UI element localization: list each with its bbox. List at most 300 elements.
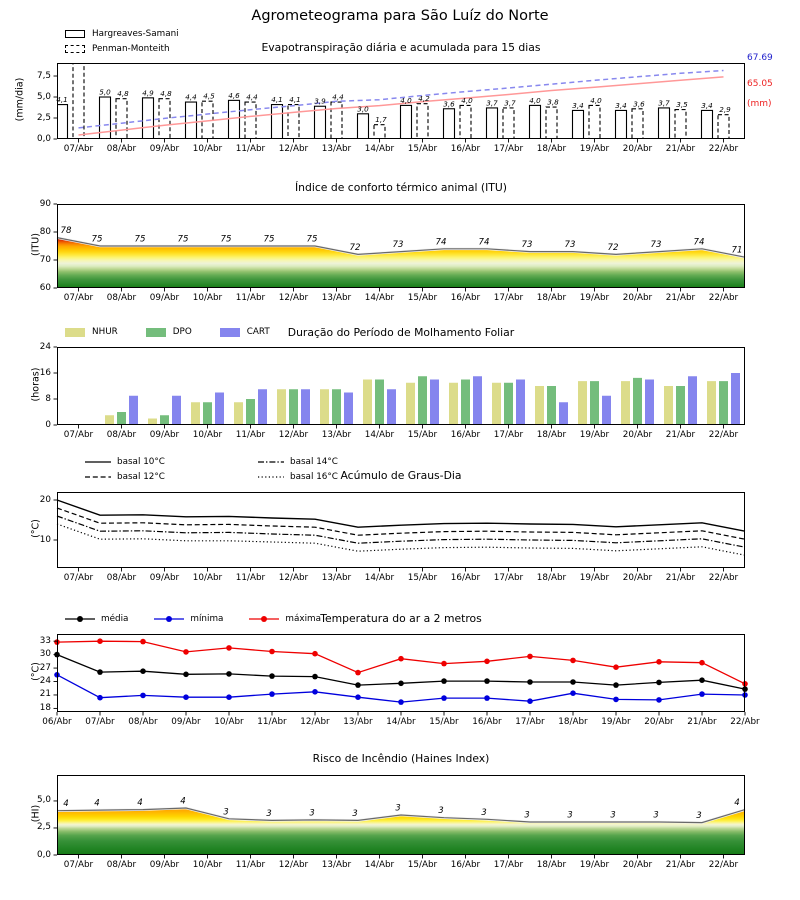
bar-penman-22/Abr	[718, 115, 729, 139]
y-tick-label: 0,0	[37, 849, 51, 860]
x-tick-label: 12/Abr	[278, 572, 309, 583]
y-tick-label: 70	[39, 254, 51, 265]
x-tick-label: 14/Abr	[364, 859, 395, 870]
y-tick-label: 60	[39, 282, 51, 293]
y-tick-label: 21	[39, 689, 51, 700]
value-label: 75	[306, 234, 318, 245]
x-tick-label: 13/Abr	[321, 572, 352, 583]
marker-mínima	[226, 694, 232, 700]
marker-máxima	[312, 651, 318, 657]
x-tick-label: 10/Abr	[192, 143, 223, 154]
legend-item-hargreaves	[65, 27, 179, 41]
value-label: 2,9	[719, 105, 731, 115]
value-label: 3	[696, 811, 702, 822]
value-label: 78	[60, 226, 72, 237]
legend-label: NHUR	[92, 327, 118, 337]
x-tick-label: 12/Abr	[278, 429, 309, 440]
chart-title-haines: Risco de Incêndio (Haines Index)	[312, 752, 490, 765]
x-tick-label: 08/Abr	[106, 292, 137, 303]
y-tick-label: 30	[39, 649, 51, 660]
ylabel-graus-dia: (°C)	[30, 519, 42, 538]
bar-dpo-19/Abr	[590, 381, 599, 425]
ylabel-temperatura: (°C)	[30, 662, 42, 681]
x-tick-label: 14/Abr	[364, 292, 395, 303]
bar-cart-10/Abr	[215, 393, 224, 426]
x-tick-label: 21/Abr	[665, 292, 696, 303]
marker-máxima	[484, 659, 490, 665]
marker-mínima	[140, 693, 146, 699]
marker-máxima	[527, 654, 533, 660]
bar-hargreaves-21/Abr	[659, 108, 670, 139]
value-label: 74	[478, 237, 490, 248]
ylabel-haines: (HI)	[30, 804, 42, 823]
x-tick-label: 09/Abr	[149, 429, 180, 440]
y-tick-label: 33	[39, 635, 51, 646]
axes-box	[58, 493, 745, 568]
x-tick-label: 15/Abr	[407, 143, 438, 154]
y-tick-label: 0,0	[37, 133, 51, 144]
x-tick-label: 11/Abr	[235, 859, 266, 870]
bar-penman-17/Abr	[503, 108, 514, 139]
bar-dpo-10/Abr	[203, 402, 212, 425]
dpo-swatch-icon	[146, 328, 166, 337]
x-tick-label: 16/Abr	[450, 429, 481, 440]
x-tick-label: 21/Abr	[665, 572, 696, 583]
line-dotted	[57, 524, 745, 555]
value-label: 4,0	[529, 95, 541, 105]
marker-máxima	[183, 649, 189, 655]
marker-média	[484, 678, 490, 684]
accumulated-hargreaves-total: 65.05	[747, 79, 773, 89]
bar-hargreaves-17/Abr	[487, 108, 498, 139]
bar-nhur-20/Abr	[621, 381, 630, 425]
y-tick-label: 0	[45, 419, 51, 430]
y-tick-label: 20	[39, 494, 51, 505]
x-tick-label: 16/Abr	[472, 716, 502, 727]
x-tick-label: 15/Abr	[407, 429, 438, 440]
value-label: 4	[180, 796, 186, 807]
legend-marker-sample	[154, 614, 184, 624]
bar-nhur-14/Abr	[363, 380, 372, 426]
ylabel-evapotranspiration: (mm/dia)	[14, 77, 26, 122]
x-tick-label: 19/Abr	[579, 859, 610, 870]
bar-dpo-13/Abr	[332, 389, 341, 425]
value-label: 3	[395, 803, 401, 814]
value-label: 4,8	[117, 89, 129, 99]
x-tick-label: 11/Abr	[235, 143, 266, 154]
x-tick-label: 08/Abr	[106, 572, 137, 583]
y-tick-label: 24	[39, 676, 51, 687]
bar-hargreaves-20/Abr	[616, 110, 627, 139]
value-label: 3,8	[547, 97, 559, 107]
legend-item-basal12	[85, 470, 165, 483]
bar-hargreaves-22/Abr	[702, 110, 713, 139]
x-tick-label: 22/Abr	[730, 716, 760, 727]
x-tick-label: 16/Abr	[450, 143, 481, 154]
x-tick-label: 22/Abr	[708, 143, 739, 154]
x-tick-label: 07/Abr	[63, 429, 94, 440]
basal14-line-icon	[258, 457, 284, 467]
bar-cart-12/Abr	[301, 389, 310, 425]
legend-molhamento	[65, 326, 270, 338]
marker-mínima	[312, 689, 318, 695]
bar-dpo-20/Abr	[633, 378, 642, 425]
bar-penman-19/Abr	[589, 105, 600, 139]
marker-média	[699, 677, 705, 683]
x-tick-label: 20/Abr	[622, 143, 653, 154]
bar-hargreaves-16/Abr	[444, 109, 455, 139]
x-tick-label: 17/Abr	[493, 859, 524, 870]
bar-penman-20/Abr	[632, 109, 643, 139]
x-tick-label: 16/Abr	[450, 292, 481, 303]
value-label: 4	[137, 798, 143, 809]
x-tick-label: 11/Abr	[257, 716, 287, 727]
bar-dpo-15/Abr	[418, 376, 427, 425]
x-tick-label: 14/Abr	[386, 716, 416, 727]
x-tick-label: 07/Abr	[63, 572, 94, 583]
legend-label: máxima	[285, 614, 321, 624]
x-tick-label: 16/Abr	[450, 572, 481, 583]
plot-temperatura	[57, 634, 745, 712]
x-tick-label: 09/Abr	[149, 859, 180, 870]
value-label: 4,4	[332, 92, 344, 102]
x-tick-label: 11/Abr	[235, 292, 266, 303]
x-tick-label: 13/Abr	[321, 143, 352, 154]
marker-mínima	[269, 691, 275, 697]
marker-máxima	[269, 649, 275, 655]
line-máxima	[57, 641, 745, 684]
legend-line-sample	[85, 457, 111, 467]
marker-mínima	[398, 699, 404, 705]
ylabel-itu: (ITU)	[30, 233, 42, 256]
x-tick-label: 19/Abr	[579, 292, 610, 303]
basal10-line-icon	[85, 457, 111, 467]
bar-penman-08/Abr	[116, 99, 127, 139]
legend-label: DPO	[172, 327, 192, 337]
x-tick-label: 15/Abr	[407, 572, 438, 583]
value-label: 75	[91, 234, 103, 245]
value-label: 3,7	[504, 98, 516, 108]
bar-cart-08/Abr	[129, 396, 138, 425]
legend-marker-sample	[65, 614, 95, 624]
value-label: 4,5	[203, 91, 215, 101]
bar-cart-14/Abr	[387, 389, 396, 425]
marker-média	[355, 682, 361, 688]
y-tick-label: 18	[39, 702, 51, 713]
value-label: 3	[567, 810, 573, 821]
marker-mínima	[484, 695, 490, 701]
x-tick-label: 17/Abr	[493, 292, 524, 303]
value-label: 4,0	[400, 95, 412, 105]
value-label: 4,2	[418, 94, 430, 104]
basal12-line-icon	[85, 472, 111, 482]
marker-média	[441, 678, 447, 684]
value-label: 4	[734, 798, 740, 809]
x-tick-label: 15/Abr	[429, 716, 459, 727]
plot-graus-dia	[57, 492, 745, 568]
x-tick-label: 09/Abr	[171, 716, 201, 727]
marker-máxima	[613, 664, 619, 670]
legend-graus-dia	[85, 455, 165, 483]
marker-média	[656, 680, 662, 686]
bar-hargreaves-13/Abr	[315, 106, 326, 139]
y-tick-label: 24	[39, 341, 51, 352]
value-label: 72	[607, 242, 619, 253]
bar-hargreaves-18/Abr	[530, 105, 541, 139]
value-label: 72	[349, 242, 361, 253]
bar-dpo-21/Abr	[676, 386, 685, 425]
plot-itu	[57, 204, 745, 288]
marker-média	[613, 682, 619, 688]
legend-temperatura	[65, 613, 321, 625]
line-mínima	[57, 675, 745, 702]
y-tick-label: 5,0	[37, 795, 51, 806]
bar-penman-07/Abr	[73, 44, 84, 139]
value-label: 3,9	[314, 96, 326, 106]
x-tick-label: 07/Abr	[63, 292, 94, 303]
x-tick-label: 10/Abr	[214, 716, 244, 727]
value-label: 4,0	[590, 95, 602, 105]
bar-hargreaves-14/Abr	[358, 114, 369, 139]
plot-evapotranspiration	[57, 63, 745, 139]
bar-hargreaves-10/Abr	[186, 102, 197, 139]
legend-graus-dia-col2	[258, 455, 338, 483]
y-tick-label: 5,0	[37, 91, 51, 102]
basal16-line-icon	[258, 472, 284, 482]
value-label: 3,4	[615, 100, 627, 110]
x-tick-label: 08/Abr	[106, 859, 137, 870]
marker-média	[312, 674, 318, 680]
marker-máxima	[355, 670, 361, 676]
legend-item-basal10	[85, 455, 165, 468]
x-tick-label: 21/Abr	[687, 716, 717, 727]
value-label: 3	[610, 810, 616, 821]
line-solid	[57, 500, 745, 531]
x-tick-label: 07/Abr	[85, 716, 115, 727]
value-label: 4,1	[56, 95, 68, 105]
value-label: 75	[220, 234, 232, 245]
chart-title-evapotranspiration: Evapotranspiração diária e acumulada para 15 dias	[261, 41, 541, 54]
y-tick-label: 10	[39, 534, 51, 545]
x-tick-label: 08/Abr	[106, 143, 137, 154]
x-tick-label: 06/Abr	[42, 716, 72, 727]
x-tick-label: 18/Abr	[536, 429, 567, 440]
legend-label: Hargreaves-Samani	[92, 29, 179, 39]
value-label: 3	[223, 807, 229, 818]
legend-label: média	[101, 614, 129, 624]
y-tick-label: 8	[45, 393, 51, 404]
x-tick-label: 13/Abr	[343, 716, 373, 727]
bar-cart-22/Abr	[731, 373, 740, 425]
marker-média	[97, 669, 103, 675]
value-label: 3,7	[486, 98, 498, 108]
bar-cart-16/Abr	[473, 376, 482, 425]
x-tick-label: 17/Abr	[493, 429, 524, 440]
x-tick-label: 09/Abr	[149, 143, 180, 154]
x-tick-label: 15/Abr	[407, 859, 438, 870]
value-label: 74	[435, 237, 447, 248]
x-tick-label: 13/Abr	[321, 429, 352, 440]
value-label: 73	[650, 240, 662, 251]
bar-cart-11/Abr	[258, 389, 267, 425]
value-label: 3,7	[658, 98, 670, 108]
x-tick-label: 12/Abr	[300, 716, 330, 727]
bar-penman-15/Abr	[417, 104, 428, 139]
value-label: 74	[693, 237, 705, 248]
bar-nhur-12/Abr	[277, 389, 286, 425]
ylabel-molhamento: (horas)	[30, 367, 42, 402]
bar-nhur-10/Abr	[191, 402, 200, 425]
value-label: 3,6	[443, 99, 455, 109]
minima-line-icon	[154, 614, 184, 624]
bar-nhur-15/Abr	[406, 383, 415, 425]
marker-média	[570, 679, 576, 685]
maxima-line-icon	[249, 614, 279, 624]
value-label: 75	[177, 234, 189, 245]
x-tick-label: 21/Abr	[665, 859, 696, 870]
x-tick-label: 09/Abr	[149, 572, 180, 583]
bar-nhur-18/Abr	[535, 386, 544, 425]
penman-swatch-icon	[65, 45, 85, 53]
bar-hargreaves-19/Abr	[573, 110, 584, 139]
nhur-swatch-icon	[65, 328, 85, 337]
x-tick-label: 22/Abr	[708, 859, 739, 870]
x-tick-label: 07/Abr	[63, 859, 94, 870]
marker-mínima	[527, 698, 533, 704]
value-label: 73	[521, 240, 533, 251]
marker-máxima	[140, 639, 146, 645]
chart-title-temperatura: Temperatura do ar a 2 metros	[320, 612, 482, 625]
bar-penman-18/Abr	[546, 107, 557, 139]
bar-penman-14/Abr	[374, 125, 385, 139]
hargreaves-swatch-icon	[65, 30, 85, 38]
marker-mínima	[97, 695, 103, 701]
bar-cart-15/Abr	[430, 380, 439, 426]
marker-máxima	[398, 656, 404, 662]
x-tick-label: 12/Abr	[278, 143, 309, 154]
value-label: 73	[564, 240, 576, 251]
legend-label: Penman-Monteith	[92, 44, 170, 54]
x-tick-label: 14/Abr	[364, 429, 395, 440]
x-tick-label: 18/Abr	[558, 716, 588, 727]
x-tick-label: 09/Abr	[149, 292, 180, 303]
marker-máxima	[226, 645, 232, 651]
value-label: 4,4	[246, 92, 258, 102]
x-tick-label: 20/Abr	[622, 429, 653, 440]
value-label: 4,6	[228, 90, 240, 100]
marker-mínima	[183, 694, 189, 700]
value-label: 4,1	[289, 95, 301, 105]
x-tick-label: 10/Abr	[192, 429, 223, 440]
legend-line-sample	[258, 472, 284, 482]
value-label: 3,6	[633, 99, 645, 109]
x-tick-label: 20/Abr	[644, 716, 674, 727]
bar-cart-09/Abr	[172, 396, 181, 425]
bar-cart-13/Abr	[344, 393, 353, 426]
value-label: 4	[63, 799, 69, 810]
bar-nhur-22/Abr	[707, 381, 716, 425]
x-tick-label: 07/Abr	[63, 143, 94, 154]
x-tick-label: 22/Abr	[708, 429, 739, 440]
bar-dpo-09/Abr	[160, 415, 169, 425]
value-label: 3	[266, 808, 272, 819]
x-tick-label: 21/Abr	[665, 143, 696, 154]
x-tick-label: 10/Abr	[192, 859, 223, 870]
marker-máxima	[97, 638, 103, 644]
bar-dpo-11/Abr	[246, 399, 255, 425]
value-label: 4,9	[142, 88, 154, 98]
marker-mínima	[441, 695, 447, 701]
chart-title-graus-dia: Acúmulo de Graus-Dia	[340, 469, 462, 482]
value-label: 3	[438, 806, 444, 817]
accumulated-unit-label: (mm)	[747, 99, 772, 109]
marker-mínima	[570, 690, 576, 696]
legend-label: basal 12°C	[117, 471, 165, 482]
legend-label: mínima	[190, 614, 224, 624]
value-label: 5,0	[99, 87, 111, 97]
bar-nhur-17/Abr	[492, 383, 501, 425]
x-tick-label: 20/Abr	[622, 572, 653, 583]
value-label: 3	[481, 807, 487, 818]
x-tick-label: 19/Abr	[579, 429, 610, 440]
value-label: 3	[352, 808, 358, 819]
x-tick-label: 17/Abr	[493, 143, 524, 154]
bar-cart-21/Abr	[688, 376, 697, 425]
bar-penman-12/Abr	[288, 105, 299, 139]
value-label: 3	[653, 810, 659, 821]
legend-label: basal 14°C	[290, 456, 338, 467]
plot-haines	[57, 775, 745, 855]
x-tick-label: 08/Abr	[128, 716, 158, 727]
legend-item-penman	[65, 42, 179, 56]
x-tick-label: 15/Abr	[407, 292, 438, 303]
x-tick-label: 18/Abr	[536, 859, 567, 870]
marker-máxima	[570, 658, 576, 664]
x-tick-label: 22/Abr	[708, 292, 739, 303]
bar-nhur-19/Abr	[578, 381, 587, 425]
x-tick-label: 18/Abr	[536, 292, 567, 303]
marker-máxima	[441, 661, 447, 667]
marker-média	[398, 681, 404, 687]
y-tick-label: 27	[39, 662, 51, 673]
marker-máxima	[656, 659, 662, 665]
line-dashdot	[57, 516, 745, 547]
value-label: 3	[309, 808, 315, 819]
legend-label: CART	[246, 327, 270, 337]
bar-cart-17/Abr	[516, 380, 525, 426]
legend-item-basal14	[258, 455, 338, 468]
y-tick-label: 7,5	[37, 70, 51, 81]
x-tick-label: 10/Abr	[192, 292, 223, 303]
x-tick-label: 12/Abr	[278, 859, 309, 870]
bar-nhur-08/Abr	[105, 415, 114, 425]
bar-hargreaves-07/Abr	[57, 105, 68, 139]
value-label: 4,8	[160, 89, 172, 99]
value-label: 3	[524, 810, 530, 821]
marker-média	[140, 668, 146, 674]
x-tick-label: 19/Abr	[601, 716, 631, 727]
value-label: 3,5	[676, 100, 688, 110]
bar-dpo-08/Abr	[117, 412, 126, 425]
legend-line-sample	[85, 472, 111, 482]
value-label: 4,4	[185, 92, 197, 102]
page-title: Agrometeograma para São Luíz do Norte	[251, 8, 549, 24]
x-tick-label: 11/Abr	[235, 429, 266, 440]
legend-label: basal 16°C	[290, 471, 338, 482]
value-label: 4,1	[271, 95, 283, 105]
bar-dpo-12/Abr	[289, 389, 298, 425]
x-tick-label: 08/Abr	[106, 429, 137, 440]
